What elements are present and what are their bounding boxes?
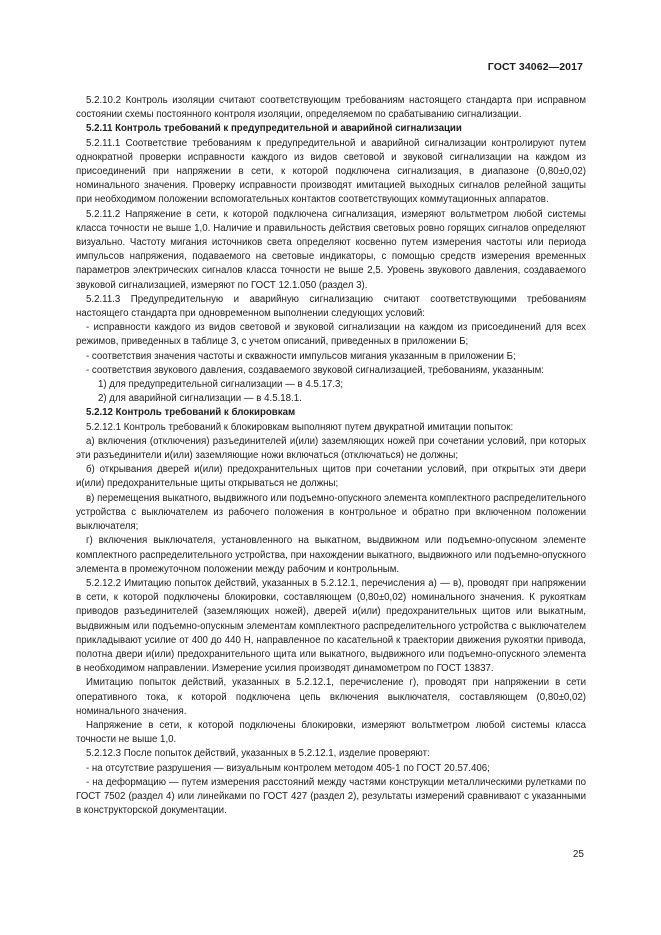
paragraph: 5.2.11.2 Напряжение в сети, к которой подключена сигнализация, измеряют вольтметром любой системы класса точности не выше 1,0. Наличие и правильность действия световых ровно горящих сигналов определяют визуально. Частоту мигания источников света определяют косвенно путем измерения частоты или периода импульсов напряжения, подаваемого на световые индикаторы, с помощью средств измерения временных параметров электрических сигналов класса точности не выше 2,5. Уровень звукового давления, создаваемого звуковой сигнализацией, измеряют по ГОСТ 12.1.050 (раздел 3). xyxy=(76,208,586,291)
section-heading: 5.2.11 Контроль требований к предупредительной и аварийной сигнализации xyxy=(86,123,462,135)
list-item: - соответствия значения частоты и скважности импульсов мигания указанным в приложении Б; xyxy=(86,350,516,362)
document-body xyxy=(76,94,586,818)
section-heading: 5.2.12 Контроль требований к блокировкам xyxy=(86,407,296,419)
document-header: ГОСТ 34062—2017 xyxy=(487,61,583,73)
list-item: в) перемещения выкатного, выдвижного или подъемно-опускного элемента комплектного распределительного устройства с выключателем из рабочего положения в контрольное и обратно при включенном положении выключателя; xyxy=(76,492,587,533)
list-item: а) включения (отключения) разъединителей и(или) заземляющих ножей при сочетании условий, при которых эти разъединители и(или) заземляющие ножи включаться (отключаться) не должны; xyxy=(76,435,586,462)
paragraph: 5.2.12.2 Имитацию попыток действий, указанных в 5.2.12.1, перечисления а) — в), проводят при напряжении в сети, к которой подключены блокировки, составляющем (0,80±0,02) номинального значения. К рукояткам приводов разъединителей (заземляющих ножей), дверей и(или) предохранительных щитов или выкатным, выдвижным или подъемно-опускным элементам комплектного распределительного устройства с выключателем прикладывают усилие от 400 до 440 Н, направленное по касательной к траектории движения рукоятки привода, полотна двери и(или) предохранительного щита или выкатного, выдвижного или подъемно-опускного элемента в необходимом направлении. Измерение усилия производят динамометром по ГОСТ 13837. xyxy=(76,577,586,675)
page-number: 25 xyxy=(572,849,584,860)
paragraph: 5.2.11.3 Предупредительную и аварийную сигнализацию считают соответствующими требованиям настоящего стандарта при одновременном выполнении следующих условий: xyxy=(76,293,586,320)
numbered-item: 2) для аварийной сигнализации — в 4.5.18.1. xyxy=(98,393,302,405)
list-item: б) открывания дверей и(или) предохранительных щитов при сочетании условий, при открытых эти двери и(или) предохранительные щиты открываться не должны; xyxy=(76,464,586,490)
list-item: - на деформацию — путем измерения расстояний между частями конструкции металлическими рулетками по ГОСТ 7502 (раздел 4) или линейками по ГОСТ 427 (раздел 2), результаты измерений сравнивают с указанными в конструкторской документации. xyxy=(76,776,586,817)
paragraph: 5.2.12.3 После попыток действий, указанных в 5.2.12.1, изделие проверяют: xyxy=(86,748,430,760)
numbered-item: 1) для предупредительной сигнализации — в 4.5.17.3; xyxy=(98,379,344,391)
paragraph: 5.2.10.2 Контроль изоляции считают соответствующим требованиям настоящего стандарта при исправном состоянии схемы постоянного контроля изоляции, определяемом по срабатыванию сигнализации. xyxy=(76,95,586,121)
paragraph: Имитацию попыток действий, указанных в 5.2.12.1, перечисление г), проводят при напряжении в сети оперативного тока, к которой подключена цепь включения выключателя, составляющем (0,80±0,02) номинального значения. xyxy=(76,677,586,717)
paragraph: 5.2.12.1 Контроль требований к блокировкам выполняют путем двукратной имитации попыток: xyxy=(86,421,514,433)
list-item: - соответствия звукового давления, создаваемого звуковой сигнализацией, требованиям, указанным: xyxy=(86,364,544,376)
list-item: - на отсутствие разрушения — визуальным контролем методом 405-1 по ГОСТ 20.57.406; xyxy=(86,762,490,774)
list-item: г) включения выключателя, установленного на выкатном, выдвижном или подъемно-опускном элементе комплектного распределительного устройства, при нахождении выкатного, выдвижного или подъемно-опускного элемента в промежуточном положении между рабочим и контрольным. xyxy=(76,535,586,575)
list-item: - исправности каждого из видов световой и звуковой сигнализации на каждом из присоединений для всех режимов, приведенных в таблице 3, с учетом описаний, приведенных в приложении Б; xyxy=(76,322,586,348)
paragraph: 5.2.11.1 Соответствие требованиям к предупредительной и аварийной сигнализации контролируют путем однократной проверки исправности каждого из видов световой и звуковой сигнализации на каждом из присоединений при напряжении в сети, к которой подключена сигнализация, в диапазоне (0,80±0,02) номинального значения. Проверку исправности производят имитацией выходных сигналов релейной защиты при необходимом положении вспомогательных контактов соответствующих коммутационных аппаратов. xyxy=(76,137,586,206)
paragraph: Напряжение в сети, к которой подключены блокировки, измеряют вольтметром любой системы класса точности не выше 1,0. xyxy=(76,719,586,746)
